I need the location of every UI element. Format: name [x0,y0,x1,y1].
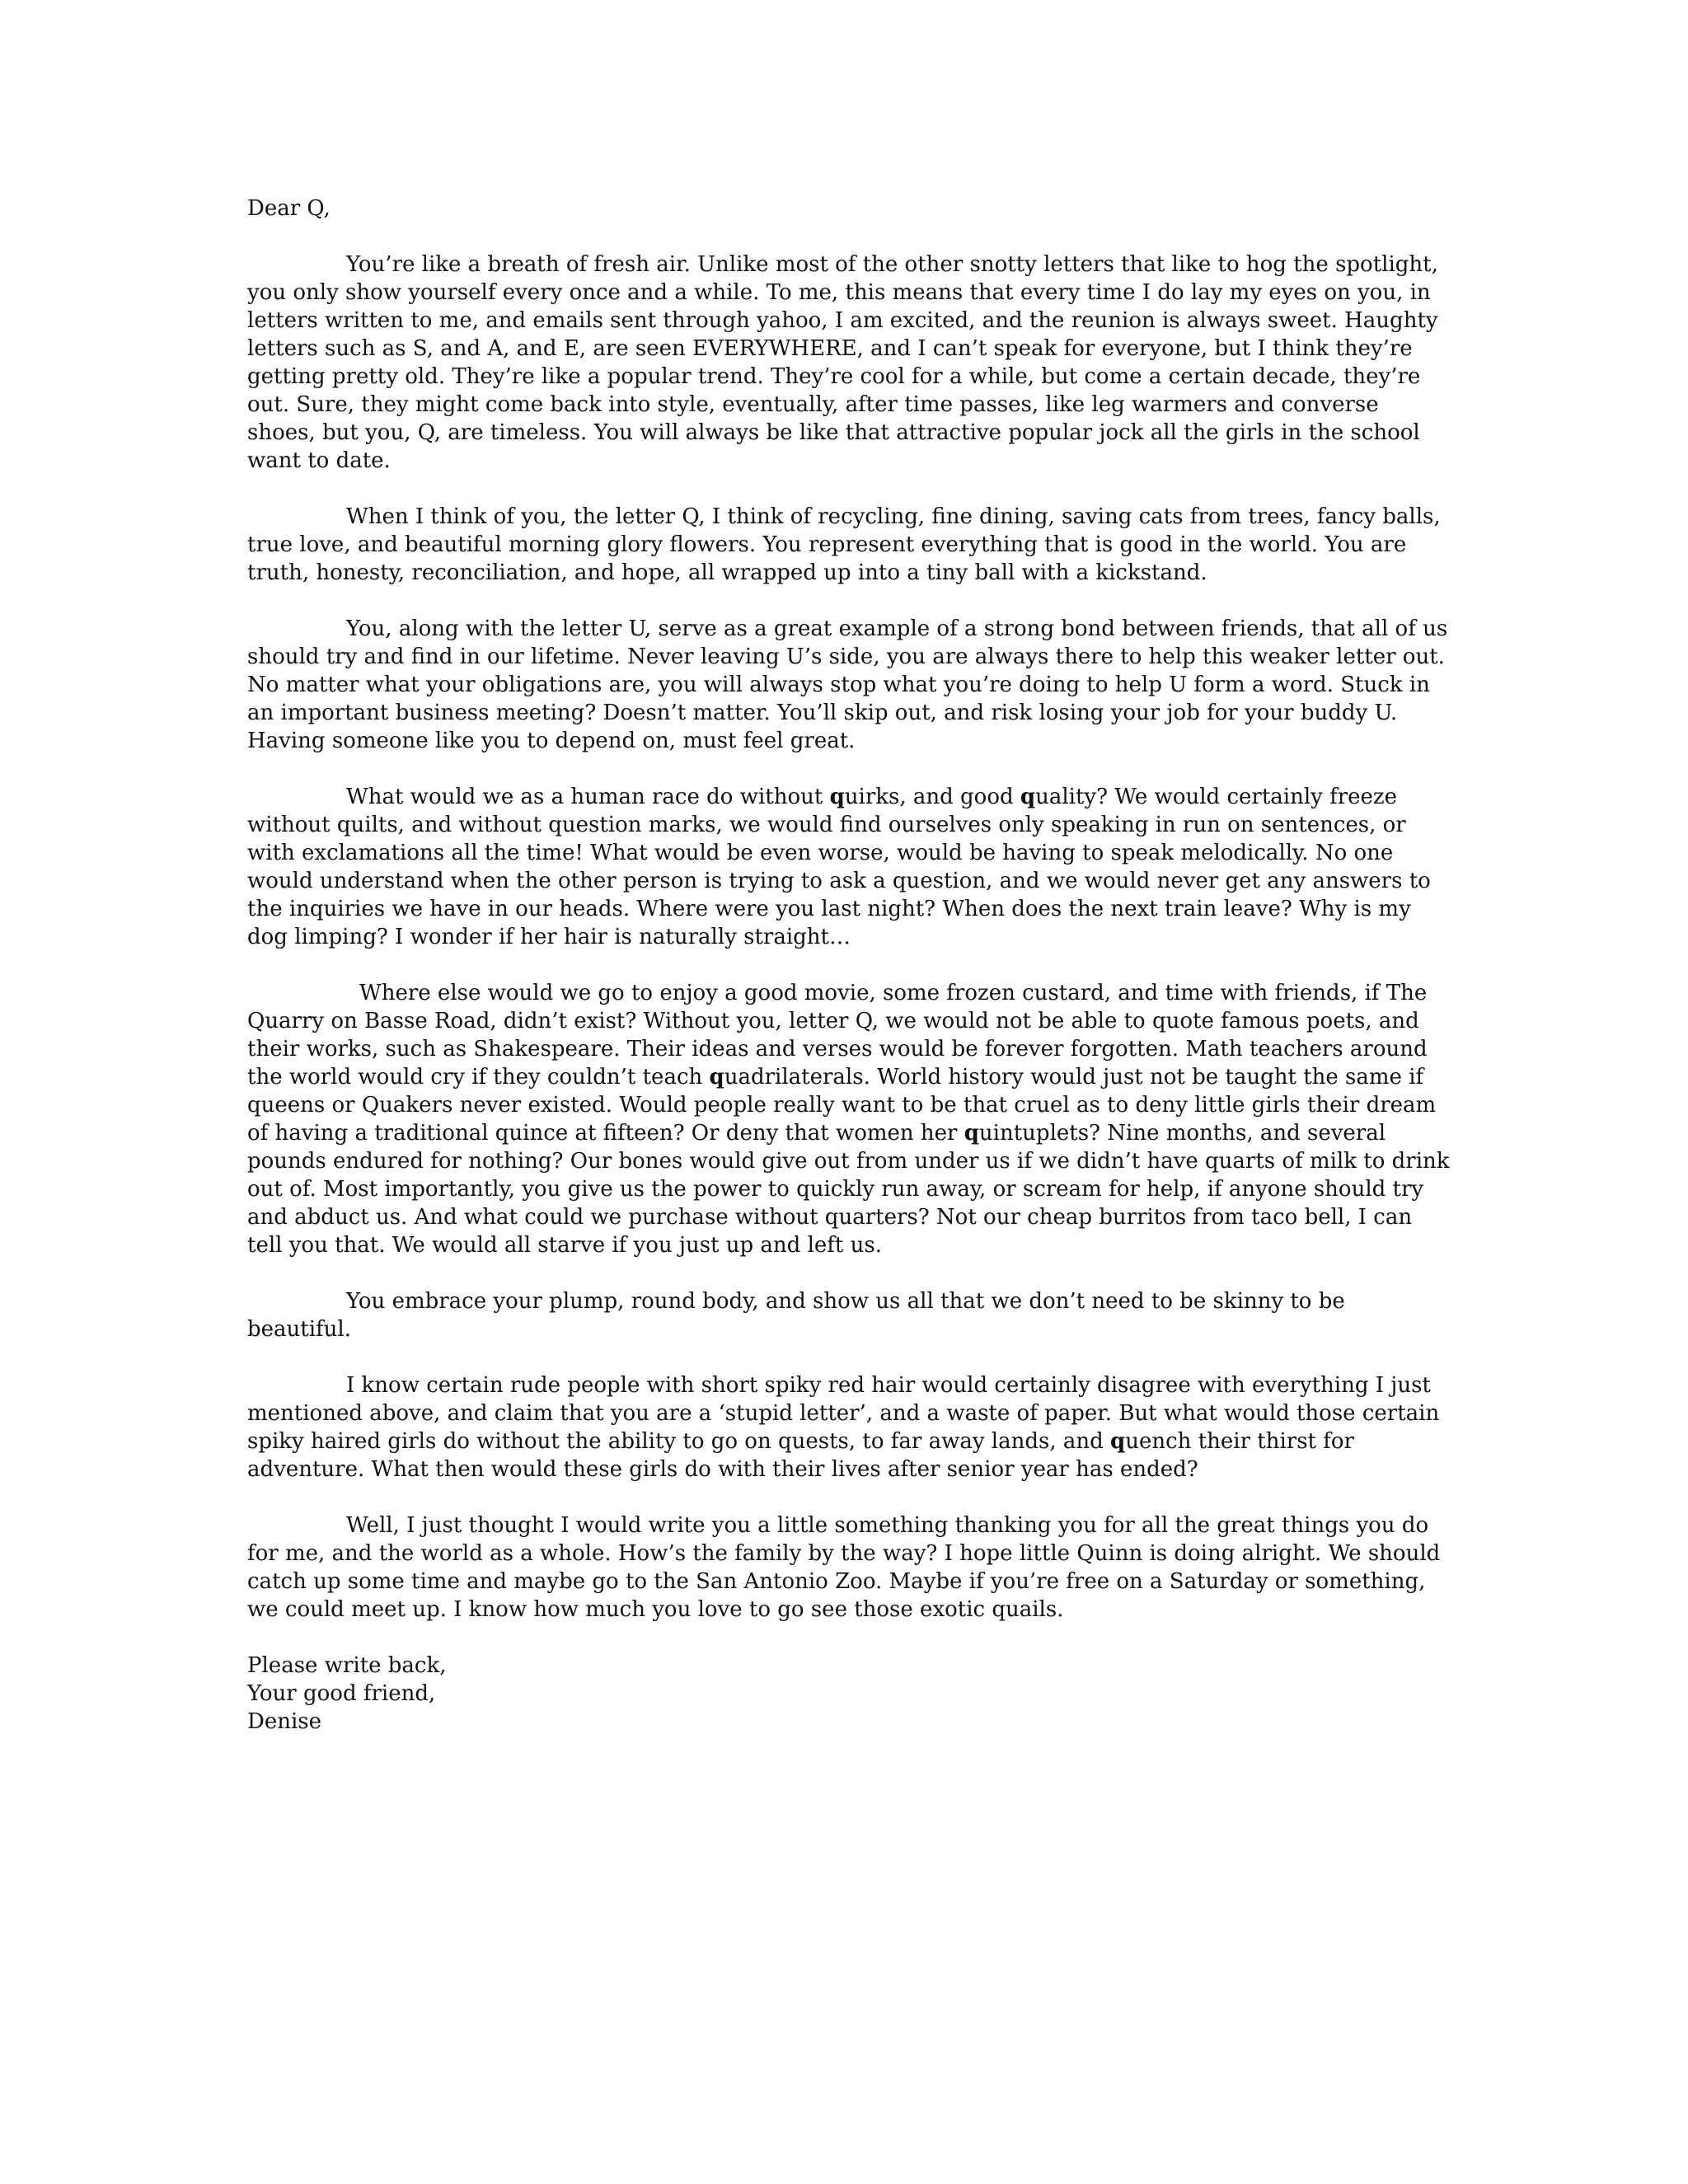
paragraph-1 [247,251,1451,475]
signature: Denise [247,1709,322,1734]
paragraph-5 [247,979,1451,1259]
paragraph-text: Where else would we go to enjoy a good movie, some frozen custard, and time with friends, if The Quarry on Basse Road, didn’t exist? Without you, letter Q, we would not be able to quote famous poets, and their works, such as Shakespeare. Their ideas and verses would be forever forgotten. Math teachers around the world would cry if they couldn’t teach [247,981,1428,1090]
paragraph-2 [247,503,1451,587]
paragraph-text: You, along with the letter U, serve as a great example of a strong bond between friends, that all of us should try and find in our lifetime. Never leaving U’s side, you are always there to help this weaker letter out. No matter what your obligations are, you will always stop what you’re doing to help U form a word. Stuck in an important business meeting? Doesn’t matter. You’ll skip out, and risk losing your job for your buddy U. Having someone like you to depend on, must feel great. [247,616,1448,753]
paragraph-6 [247,1287,1451,1343]
letter-body [247,194,1451,1736]
paragraph-text: You embrace your plump, round body, and show us all that we don’t need to be skinny to be beautiful. [247,1289,1345,1342]
paragraph-8 [247,1511,1451,1624]
emphasized-letter: q [829,785,845,809]
paragraph-text: When I think of you, the letter Q, I think of recycling, fine dining, saving cats from trees, fancy balls, true love, and beautiful morning glory flowers. You represent everything that is good in the world. You are truth, honesty, reconciliation, and hope, all wrapped up into a tiny ball with a kickstand. [247,504,1441,585]
paragraph-7 [247,1371,1451,1483]
salutation: Dear Q, [247,196,331,221]
paragraph-text: uench their thirst for adventure. What then would these girls do with their lives after senior year has ended? [247,1429,1354,1482]
paragraph-4 [247,783,1451,951]
emphasized-letter: q [964,1121,979,1146]
paragraph-text: Well, I just thought I would write you a little something thanking you for all the great things you do for me, and the world as a whole. How’s the family by the way? I hope little Quinn is doing alright. We should catch up some time and maybe go to the San Antonio Zoo. Maybe if you’re free on a Saturday or something, we could meet up. I know how much you love to go see those exotic quails. [247,1513,1441,1622]
emphasized-letter: q [709,1065,724,1090]
closing-request: Please write back, [247,1653,447,1678]
paragraph-text: I know certain rude people with short spiky red hair would certainly disagree with everything I just mentioned above, and claim that you are a ‘stupid letter’, and a waste of paper. But what would those certain spiky haired girls do without the ability to go on quests, to far away lands, and [247,1373,1440,1454]
paragraph-text: uintuplets? Nine months, and several pounds endured for nothing? Our bones would give out from under us if we didn’t have quarts of milk to drink out of. Most importantly, you give us the power to quickly run away, or scream for help, if anyone should try and abduct us. And what could we purchase without quarters? Not our cheap burritos from taco bell, I can tell you that. We would all starve if you just up and left us. [247,1121,1450,1258]
paragraph-text: What would we as a human race do without [346,785,830,809]
closing-sign-off: Your good friend, [247,1681,436,1706]
emphasized-letter: q [1020,785,1036,809]
paragraph-text: uadrilaterals. World history would just not be taught the same if queens or Quakers never existed. Would people really want to be that cruel as to deny little girls their dream of having a traditional quince at fifteen? Or deny that women her [247,1065,1437,1146]
paragraph-text: uality? We would certainly freeze without quilts, and without question marks, we would find ourselves only speaking in run on sentences, or with exclamations all the time! What would be even worse, would be having to speak melodically. No one would understand when the other person is trying to ask a question, and we would never get any answers to the inquiries we have in our heads. Where were you last night? When does the next train leave? Why is my dog limping? I wonder if her hair is naturally straight… [247,785,1431,949]
emphasized-letter: q [1110,1429,1126,1454]
paragraph-text: You’re like a breath of fresh air. Unlike most of the other snotty letters that like to hog the spotlight, you only show yourself every once and a while. To me, this means that every time I do lay my eyes on you, in letters written to me, and emails sent through yahoo, I am excited, and the reunion is always sweet. Haughty letters such as S, and A, and E, are seen EVERYWHERE, and I can’t speak for everyone, but I think they’re getting pretty old. They’re like a popular trend. They’re cool for a while, but come a certain decade, they’re out. Sure, they might come back into style, eventually, after time passes, like leg warmers and converse shoes, but you, Q, are timeless. You will always be like that attractive popular jock all the girls in the school want to date. [247,252,1438,473]
paragraph-text: uirks, and good [844,785,1020,809]
paragraph-3 [247,615,1451,755]
